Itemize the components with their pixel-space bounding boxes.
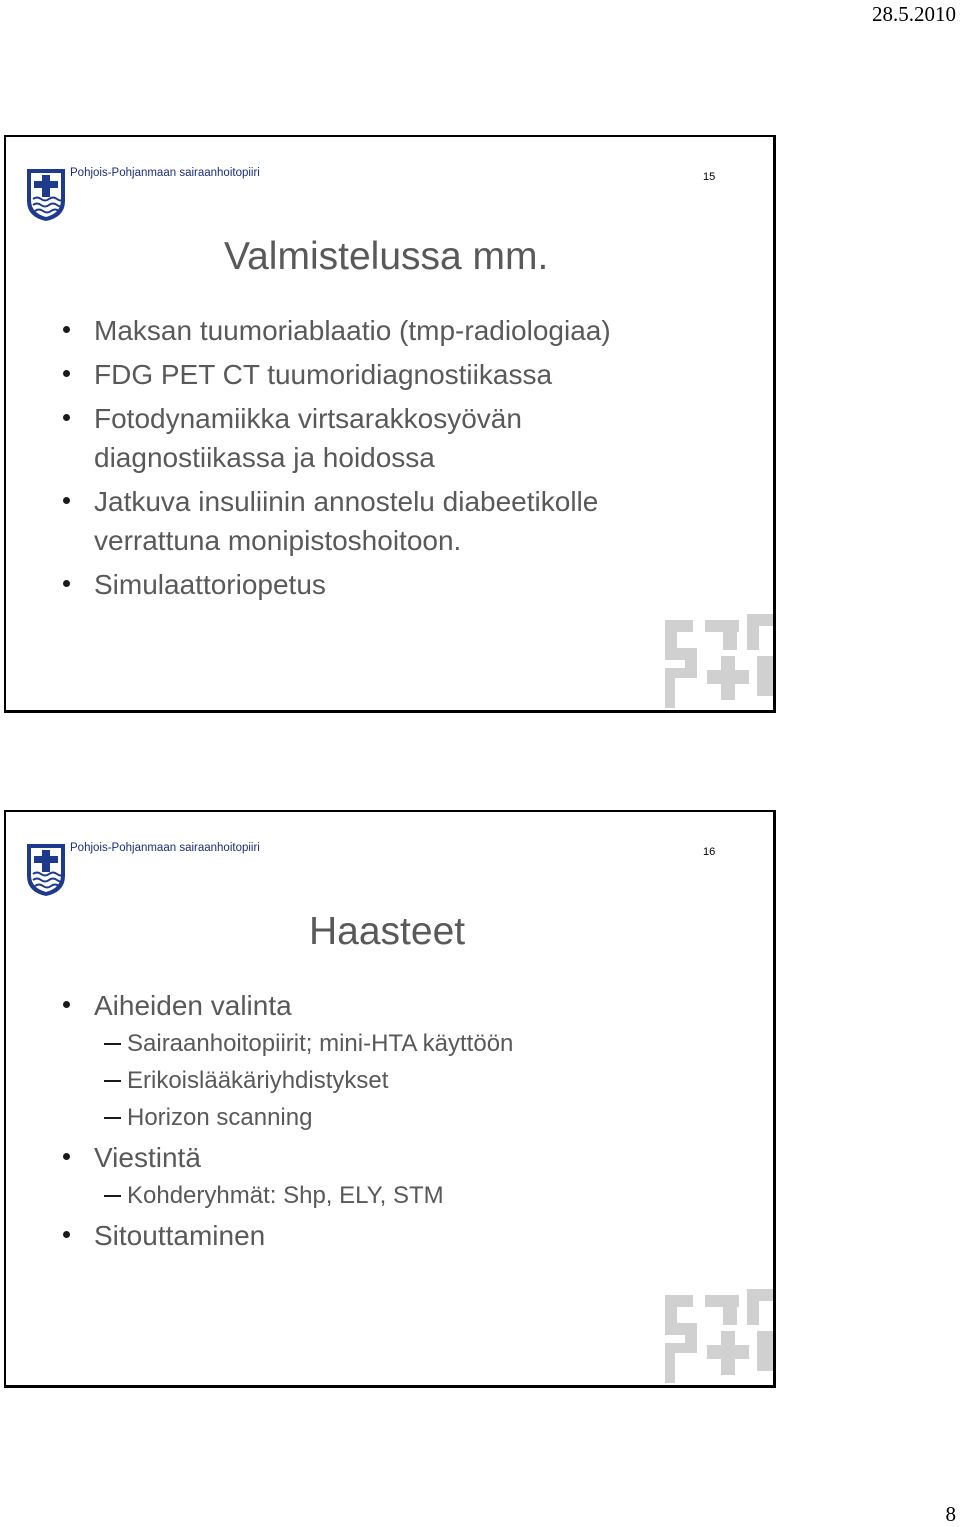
bullet-text-continued: verrattuna monipistoshoitoon. (94, 525, 462, 556)
bullet-text: Aiheiden valinta (94, 990, 292, 1021)
crest-logo-icon (25, 842, 67, 898)
bullet-text: Simulaattoriopetus (94, 569, 326, 600)
slide-15 (4, 135, 776, 713)
bullet-item (6, 565, 773, 604)
organization-name: Pohjois-Pohjanmaan sairaanhoitopiiri (70, 842, 260, 854)
sub-bullet-item (6, 1099, 773, 1136)
bullet-item (6, 399, 773, 477)
bullet-list (6, 986, 773, 1255)
dash-icon (104, 1117, 121, 1119)
bullet-dot-icon (63, 1153, 70, 1160)
dash-icon (104, 1195, 121, 1197)
bullet-text: Fotodynamiikka virtsarakkosyövän (94, 403, 522, 434)
dash-icon (104, 1043, 121, 1045)
page-number: 8 (945, 1502, 956, 1526)
bullet-text: Maksan tuumoriablaatio (tmp-radiologiaa) (94, 315, 611, 346)
organization-name: Pohjois-Pohjanmaan sairaanhoitopiiri (70, 167, 260, 179)
sub-bullet-item (6, 1025, 773, 1062)
bullet-dot-icon (63, 497, 70, 504)
crest-logo-icon (25, 167, 67, 223)
slide-title: Valmistelussa mm. (224, 235, 549, 278)
bullet-text-continued: diagnostiikassa ja hoidossa (94, 442, 435, 473)
slide-number: 15 (703, 171, 716, 183)
sub-bullet-text: Horizon scanning (127, 1104, 313, 1131)
watermark-logo-icon (661, 612, 773, 710)
sub-bullet-text: Erikoislääkäriyhdistykset (127, 1067, 389, 1094)
sub-bullet-text: Sairaanhoitopiirit; mini-HTA käyttöön (127, 1030, 514, 1057)
slide-16 (4, 810, 776, 1388)
bullet-dot-icon (63, 414, 70, 421)
bullet-text: Viestintä (94, 1142, 201, 1173)
bullet-dot-icon (63, 326, 70, 333)
sub-bullet-item (6, 1062, 773, 1099)
watermark-logo-icon (661, 1287, 773, 1385)
bullet-item (6, 1216, 773, 1255)
bullet-dot-icon (63, 580, 70, 587)
page-date: 28.5.2010 (872, 2, 956, 26)
bullet-item (6, 1138, 773, 1177)
sub-bullet-text: Kohderyhmät: Shp, ELY, STM (127, 1182, 444, 1209)
bullet-dot-icon (63, 370, 70, 377)
bullet-item (6, 986, 773, 1025)
bullet-text: Jatkuva insuliinin annostelu diabeetikolle (94, 486, 599, 517)
bullet-text: FDG PET CT tuumoridiagnostiikassa (94, 359, 553, 390)
bullet-item (6, 311, 773, 350)
bullet-text: Sitouttaminen (94, 1220, 266, 1251)
slide-title: Haasteet (309, 910, 466, 953)
bullet-dot-icon (63, 1001, 70, 1008)
bullet-list (6, 311, 773, 609)
dash-icon (104, 1080, 121, 1082)
slide-number: 16 (703, 846, 716, 858)
sub-bullet-item (6, 1177, 773, 1214)
bullet-dot-icon (63, 1231, 70, 1238)
bullet-item (6, 482, 773, 560)
bullet-item (6, 355, 773, 394)
